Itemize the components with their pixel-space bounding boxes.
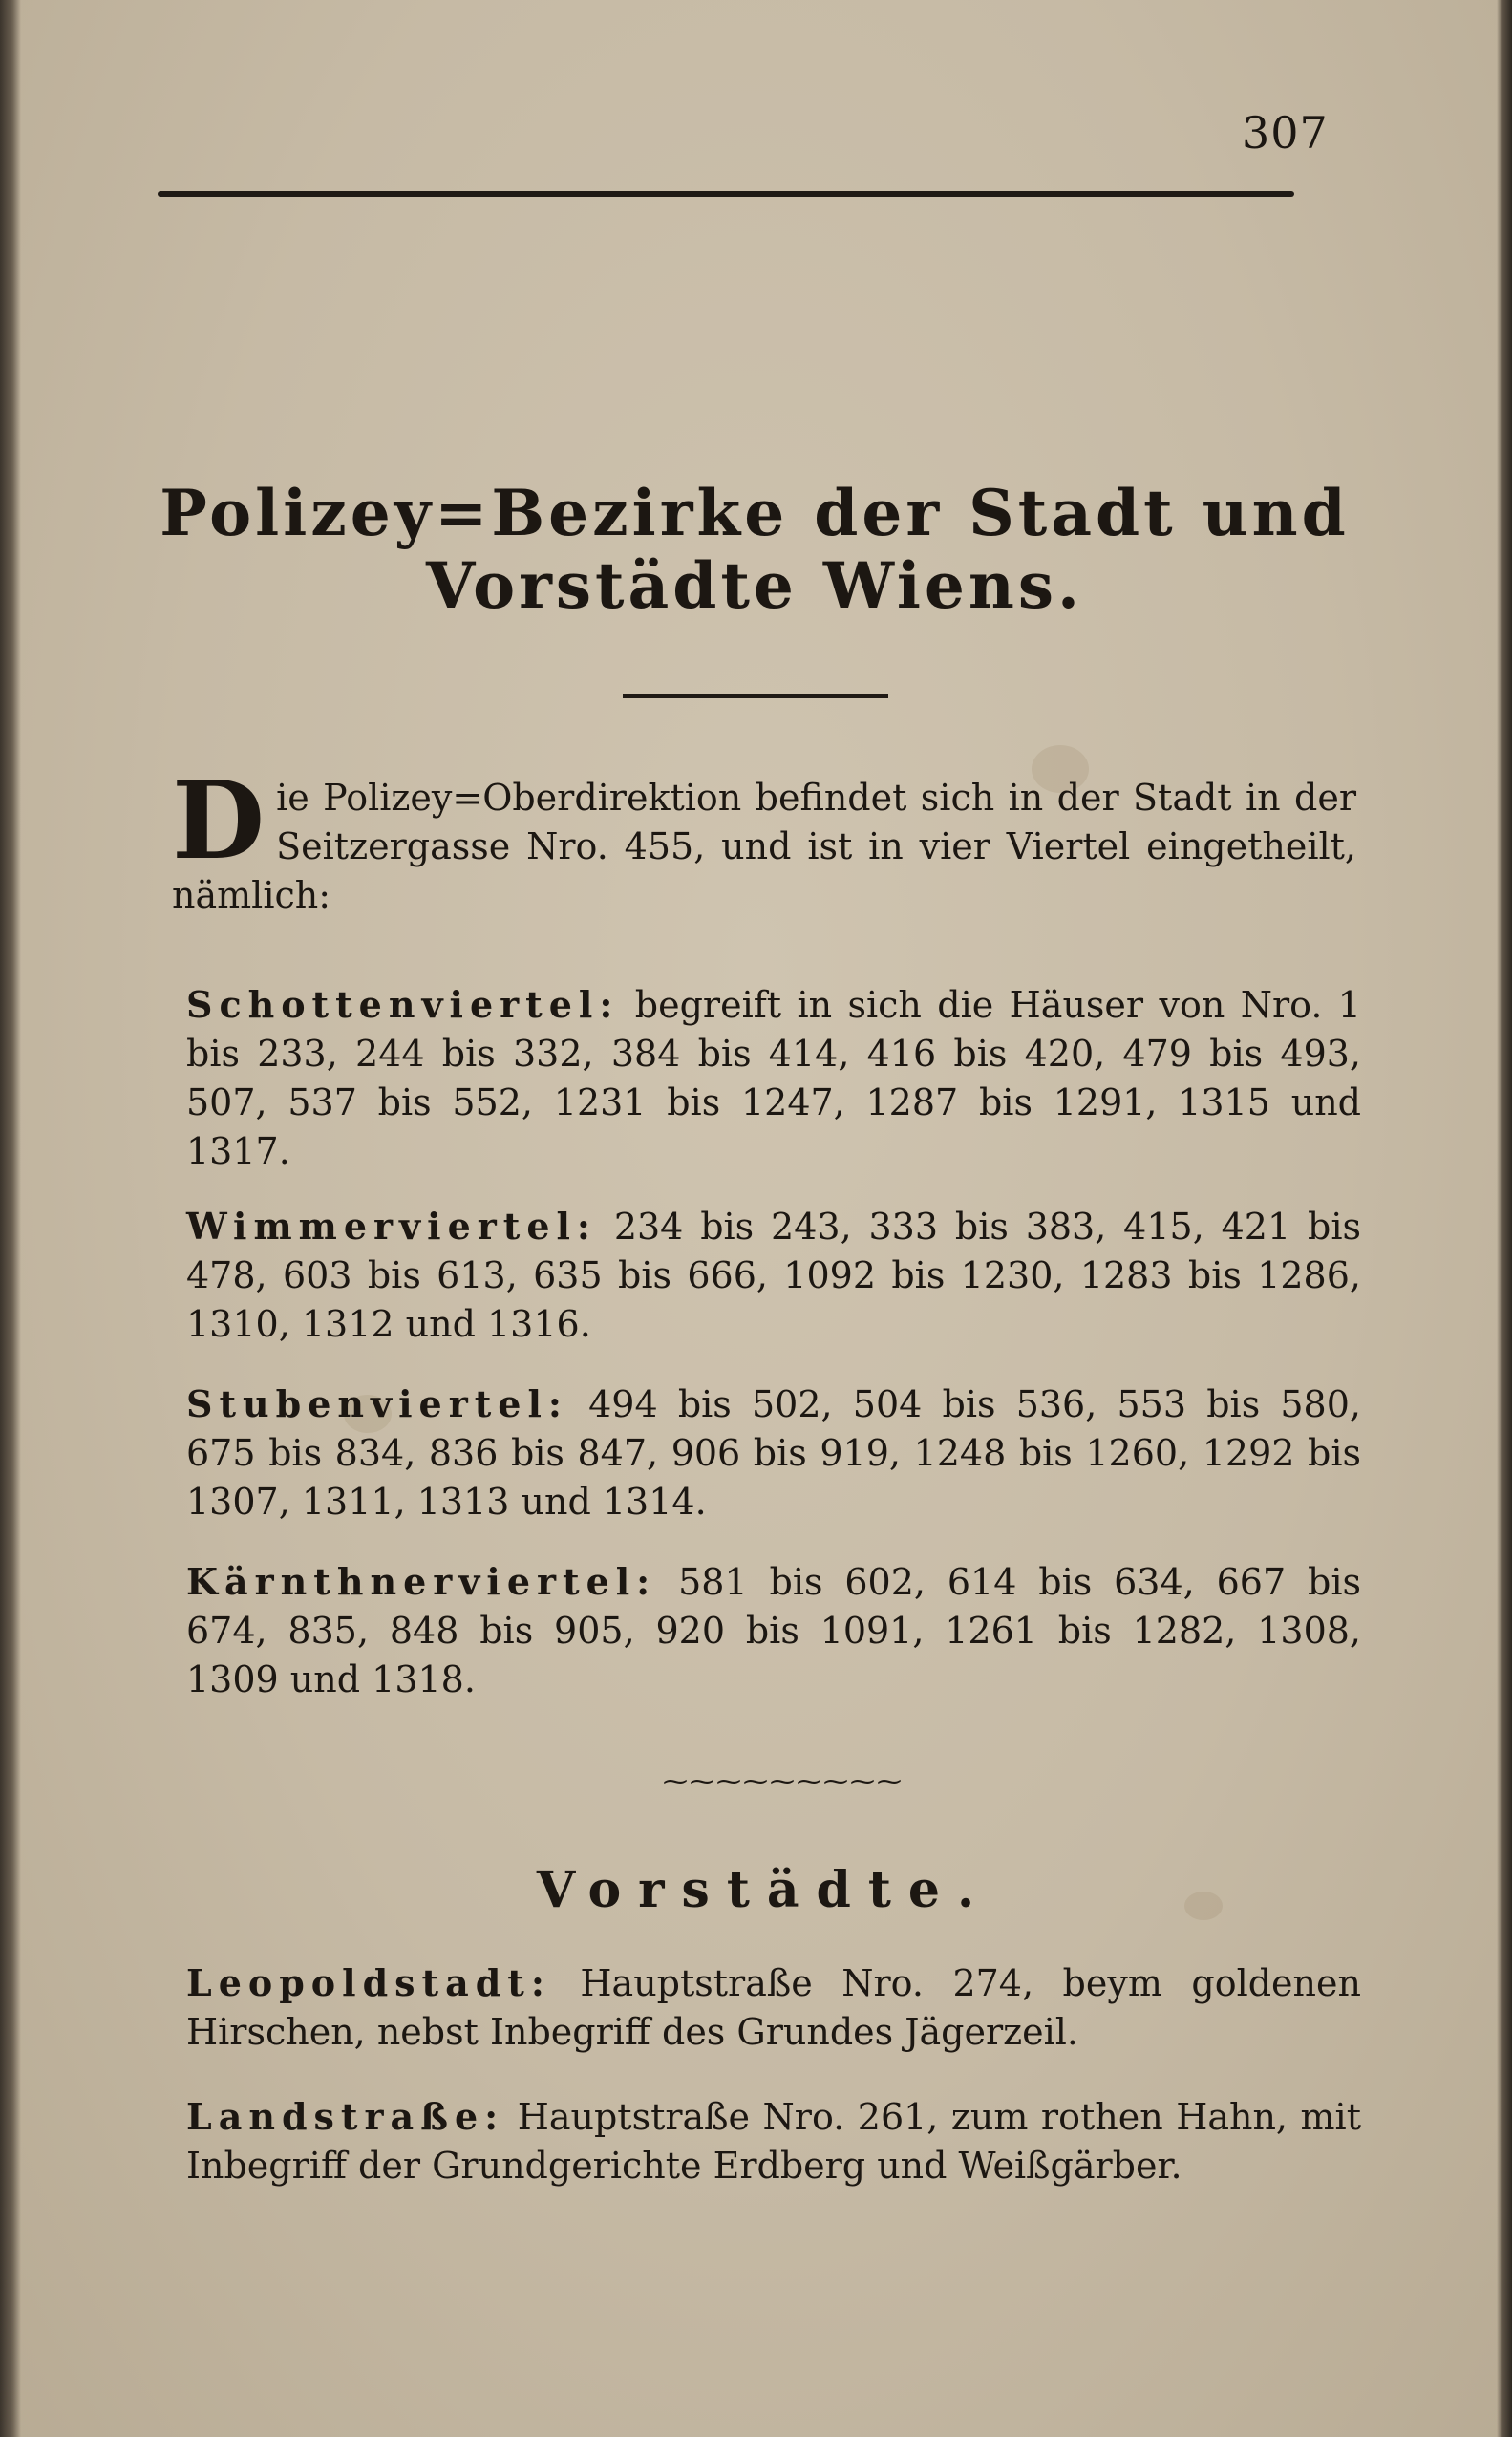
quarter-text: 581 bis 602, 614 bis 634, 667 bis 674, 835, 848 bis 905, 920 bis 1091, 1261 bis 1282, 1308, 1309 und 1318. [186, 1561, 1361, 1700]
suburb-term: Leopoldstadt: [186, 1961, 551, 2004]
suburb-text: Hauptstraße Nro. 261, zum rothen Hahn, mit Inbegriff der Grundgerichte Erdberg und Weißgärber. [186, 2096, 1361, 2187]
quarter-text: begreift in sich die Häuser von Nro. 1 bis 233, 244 bis 332, 384 bis 414, 416 bis 420, 479 bis 493, 507, 537 bis 552, 1231 bis 1247, 1287 bis 1291, 1315 und 1317. [186, 984, 1361, 1172]
quarter-entry-stuben [186, 1379, 1361, 1527]
quarter-term: Schottenviertel: [186, 983, 620, 1026]
title-line-1: Polizey=Bezirke der Stadt und [160, 476, 1350, 550]
quarter-text: 494 bis 502, 504 bis 536, 553 bis 580, 675 bis 834, 836 bis 847, 906 bis 919, 1248 bis 1260, 1292 bis 1307, 1311, 1313 und 1314. [186, 1383, 1361, 1523]
title-line-2: Vorstädte Wiens. [425, 547, 1084, 623]
intro-text: ie Polizey=Oberdirektion befindet sich in der Stadt in der Seitzergasse Nro. 455, und ist in vier Viertel eingetheilt, nämlich: [172, 777, 1356, 916]
suburb-term: Landstraße: [186, 2095, 505, 2138]
quarter-term: Wimmerviertel: [186, 1205, 597, 1248]
page-number: 307 [1242, 107, 1329, 159]
drop-cap: D [172, 759, 266, 884]
intro-paragraph [172, 759, 1356, 920]
page-right-edge [1497, 0, 1512, 2437]
suburb-text: Hauptstraße Nro. 274, beym goldenen Hirschen, nebst Inbegriff des Grundes Jägerzeil. [186, 1962, 1361, 2053]
quarter-entry-schotten [186, 980, 1361, 1176]
header-rule [158, 191, 1294, 197]
quarter-term: Kärnthnerviertel: [186, 1560, 657, 1603]
quarter-entry-wimmer [186, 1202, 1361, 1349]
quarter-text: 234 bis 243, 333 bis 383, 415, 421 bis 478, 603 bis 613, 635 bis 666, 1092 bis 1230, 1283 bis 1286, 1310, 1312 und 1316. [186, 1206, 1361, 1345]
title-rule [623, 694, 888, 698]
section-heading-vorstaedte: Vorstädte. [536, 1861, 992, 1919]
quarter-entry-kaernthner [186, 1557, 1361, 1704]
suburb-entry-landstrasse [186, 2092, 1361, 2191]
quarter-term: Stubenviertel: [186, 1382, 568, 1425]
paper-stain [1184, 1892, 1223, 1920]
ornament-divider: ⁓⁓⁓⁓⁓⁓⁓⁓⁓ [663, 1767, 904, 1796]
page-left-edge [0, 0, 21, 2437]
page-title [143, 478, 1366, 623]
suburb-entry-leopoldstadt [186, 1958, 1361, 2057]
